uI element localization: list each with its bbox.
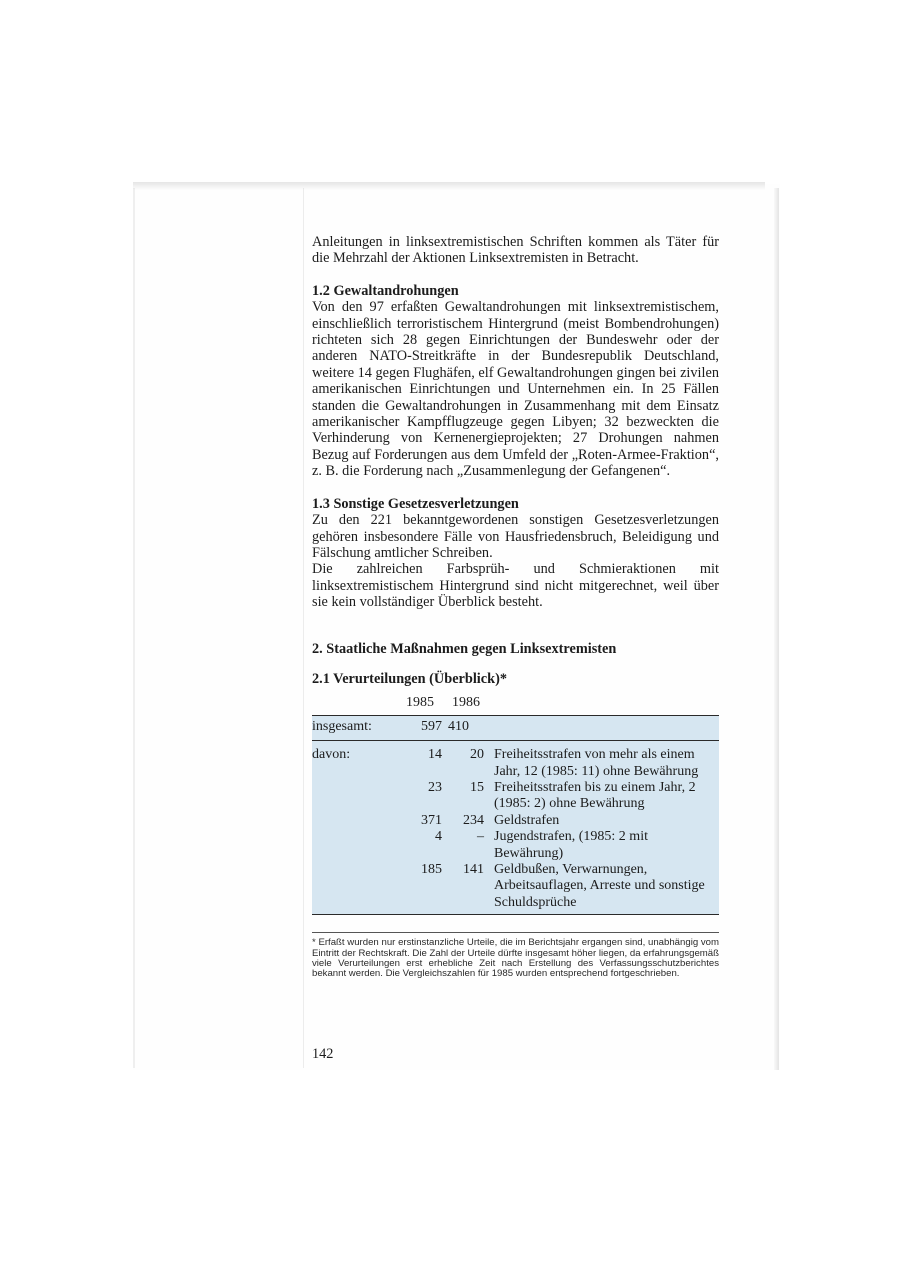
section-body-1-2: Von den 97 erfaßten Gewaltandrohungen mit linksextremistischem, einschließlich terroristischem Hintergrund (meist Bombendrohungen) richteten sich 28 gegen Einrichtungen der Bundeswehr oder der anderen NATO-Streitkräfte in der Bundesrepublik Deutschland, weitere 14 gegen Flughäfen, elf Gewaltandrohungen gingen bei zivilen amerikanischen Einrichtungen und Unternehmen ein. In 25 Fällen standen die Gewaltandrohungen in Zusammenhang mit dem Einsatz amerikanischer Kampfflugzeuge gegen Libyen; 32 bezweckten die Verhinderung von Kernenergieprojekten; 27 Drohungen nahmen Bezug auf Forderungen aus dem Umfeld der „Roten-Armee-Fraktion“, z. B. die Forderung nach „Zusammenlegung der Gefangenen“. [312, 299, 719, 480]
footnote-divider [312, 932, 719, 933]
table-total-desc [494, 715, 719, 740]
table-header-label [312, 693, 398, 715]
table-row-desc: Freiheitsstrafen bis zu einem Jahr, 2 (1985: 2) ohne Bewährung [494, 780, 719, 813]
section-heading-2-1: 2.1 Verurteilungen (Überblick)* [312, 670, 507, 687]
page-number: 142 [312, 1046, 334, 1062]
convictions-table [312, 693, 719, 915]
table-header-1986: 1986 [448, 693, 494, 715]
table-row-label [312, 862, 398, 915]
table-header-1985: 1985 [398, 693, 448, 715]
table-total-row [312, 715, 719, 740]
table-row-1985: 14 [398, 741, 448, 780]
table-total-label: insgesamt: [312, 715, 398, 740]
table-total-1986: 410 [448, 715, 494, 740]
table-row [312, 741, 719, 780]
table-row-1985: 185 [398, 862, 448, 915]
table-row-1986: 141 [448, 862, 494, 915]
table-row-1986: 15 [448, 780, 494, 813]
table-row-desc: Geldbußen, Verwarnungen, Arbeitsauflagen, Arreste und sonstige Schuldsprüche [494, 862, 719, 915]
table-row-1986: 234 [448, 813, 494, 829]
scan-left-edge [133, 188, 135, 1068]
table-header-desc [494, 693, 719, 715]
table-row-desc: Freiheitsstrafen von mehr als einem Jahr, 12 (1985: 11) ohne Bewährung [494, 741, 719, 780]
section-body-1-3-a: Zu den 221 bekanntgewordenen sonstigen Gesetzesverletzungen gehören insbesondere Fälle von Hausfriedensbruch, Beleidigung und Fälschung amtlicher Schreiben. [312, 512, 719, 561]
table-row-label: davon: [312, 741, 398, 780]
footnote: * Erfaßt wurden nur erstinstanzliche Urteile, die im Berichtsjahr ergangen sind, unabhängig vom Eintritt der Rechtskraft. Die Zahl der Urteile dürfte insgesamt höher liegen, da erfahrungsgemäß viele Verurteilungen erst erhebliche Zeit nach Erstellung des Verfassungsschutzberichtes bekannt werden. Die Vergleichszahlen für 1985 wurden entsprechend fortgeschrieben. [312, 937, 719, 980]
scan-top-shadow [133, 182, 765, 190]
table-row [312, 862, 719, 915]
table-row-1985: 4 [398, 829, 448, 862]
table-row-label [312, 780, 398, 813]
table-total-1985: 597 [398, 715, 448, 740]
page-content [312, 234, 719, 980]
table-row [312, 780, 719, 813]
section-body-1-3-b: Die zahlreichen Farbsprüh- und Schmieraktionen mit linksextremistischem Hintergrund sind nicht mitgerechnet, weil über sie kein vollständiger Überblick besteht. [312, 561, 719, 611]
table-row-1986: – [448, 829, 494, 862]
table-row-label [312, 829, 398, 862]
table-row-desc: Geldstrafen [494, 813, 719, 829]
section-heading-1-2: 1.2 Gewaltandrohungen [312, 282, 459, 299]
section-heading-1-3: 1.3 Sonstige Gesetzesverletzungen [312, 495, 519, 512]
scan-right-edge [774, 188, 779, 1070]
scan-gutter-line [303, 188, 304, 1068]
intro-paragraph: Anleitungen in linksextremistischen Schriften kommen als Täter für die Mehrzahl der Aktionen Linksextremisten in Betracht. [312, 234, 719, 267]
table-row-1985: 371 [398, 813, 448, 829]
table-row [312, 813, 719, 829]
table-row [312, 829, 719, 862]
table-row-label [312, 813, 398, 829]
table-row-1986: 20 [448, 741, 494, 780]
section-heading-2: 2. Staatliche Maßnahmen gegen Linksextremisten [312, 640, 617, 657]
table-row-1985: 23 [398, 780, 448, 813]
table-header-row [312, 693, 719, 715]
table-row-desc: Jugendstrafen, (1985: 2 mit Bewährung) [494, 829, 719, 862]
